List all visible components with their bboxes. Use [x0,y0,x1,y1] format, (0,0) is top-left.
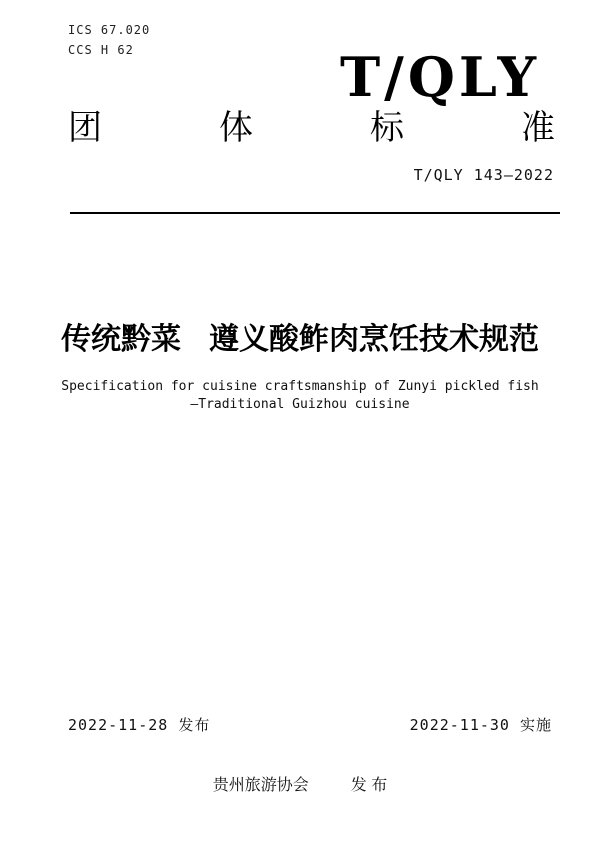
publisher-row [0,772,600,795]
document-title-cn-part1: 传统黔菜 [61,323,181,356]
standard-type-char: 体 [219,109,253,147]
header-divider-rule [70,212,560,214]
document-title-cn-part2: 遵义酸鲊肉烹饪技术规范 [209,323,539,356]
standard-number: T/QLY 143—2022 [413,166,554,184]
ccs-code: CCS H 62 [68,43,134,57]
date-row [68,714,552,735]
publisher-action: 发 布 [350,777,388,794]
classification-codes [68,20,150,60]
ics-code: ICS 67.020 [68,23,151,37]
implement-date: 2022-11-30 实施 [409,716,552,734]
document-title-en-line1: Specification for cuisine craftsmanship of Zunyi pickled fish [61,379,539,394]
standard-type-title [68,110,555,147]
document-title-en [0,378,600,414]
standard-type-char: 准 [521,109,555,147]
standard-body-logo: T/QLY [339,45,540,109]
standard-type-char: 团 [68,109,102,147]
standard-type-char: 标 [370,109,404,147]
document-title-en-line2: —Traditional Guizhou cuisine [190,397,410,412]
document-title-cn [0,322,600,358]
publisher-org: 贵州旅游协会 [212,777,309,794]
issue-date: 2022-11-28 发布 [68,716,211,734]
